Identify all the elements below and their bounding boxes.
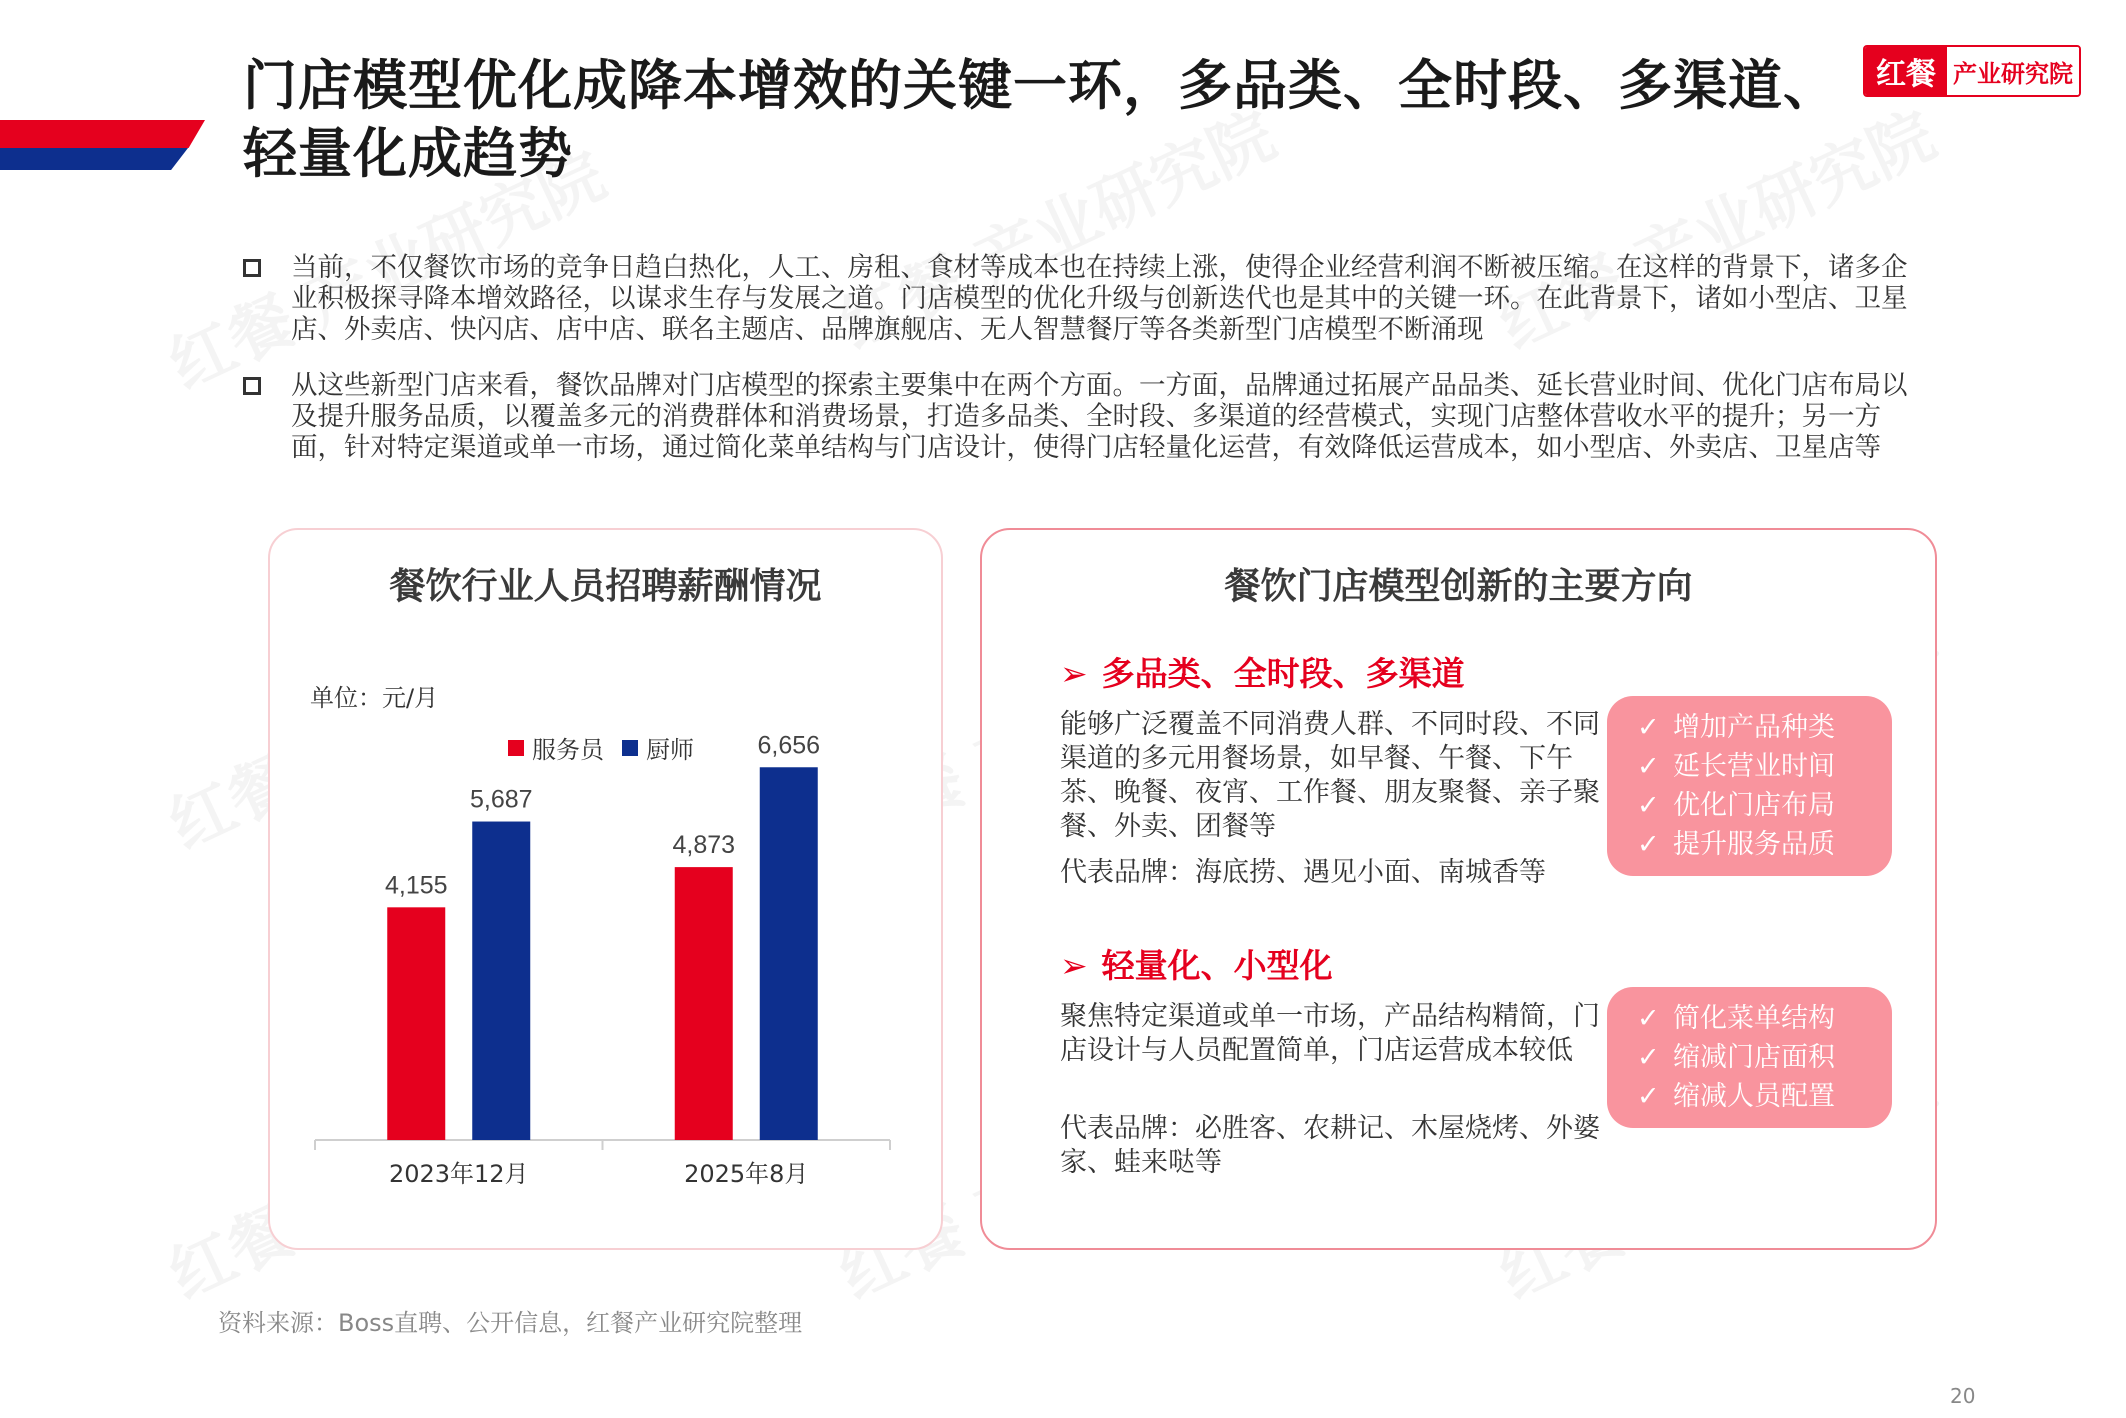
bullet-text: 当前，不仅餐饮市场的竞争日趋白热化，人工、房租、食材等成本也在持续上涨，使得企业经营利润不断被压缩。在这样的背景下，诸多企业积极探寻降本增效路径，以谋求生存与发展之道。门店模型的优化升级与创新迭代也是其中的关键一环。在此背景下，诸如小型店、卫星店、外卖店、快闪店、店中店、联名主题店、品牌旗舰店、无人智慧餐厅等各类新型门店模型不断涌现 bbox=[291, 252, 1908, 345]
checklist-text: 增加产品种类 bbox=[1673, 712, 1835, 743]
checklist-item bbox=[1637, 747, 1892, 786]
arrow-right-icon: ➢ bbox=[1060, 946, 1088, 985]
legend-label-waiter: 服务员 bbox=[532, 736, 604, 764]
section-heading-text: 轻量化、小型化 bbox=[1101, 946, 1333, 985]
data-label: 4,155 bbox=[384, 871, 448, 900]
bar-chef bbox=[472, 822, 530, 1140]
section-heading-2 bbox=[1060, 940, 1333, 987]
data-label: 6,656 bbox=[757, 731, 821, 760]
checklist-text: 延长营业时间 bbox=[1673, 751, 1835, 782]
logo-mark: 红餐 bbox=[1865, 47, 1947, 95]
check-icon: ✓ bbox=[1637, 712, 1660, 743]
brand-logo bbox=[1863, 45, 2081, 97]
bullet-paragraph-1 bbox=[243, 252, 1923, 345]
checklist-text: 简化菜单结构 bbox=[1673, 1003, 1835, 1034]
checklist-text: 优化门店布局 bbox=[1673, 790, 1835, 821]
data-label: 5,687 bbox=[469, 785, 533, 814]
bar-chart bbox=[270, 530, 945, 1252]
chart-title: 餐饮行业人员招聘薪酬情况 bbox=[389, 566, 822, 607]
section-heading-1 bbox=[1060, 648, 1465, 695]
directions-panel bbox=[980, 528, 1937, 1250]
section-body-2: 聚焦特定渠道或单一市场，产品结构精简，门店设计与人员配置简单，门店运营成本较低 bbox=[1060, 1001, 1600, 1066]
arrow-right-icon: ➢ bbox=[1060, 654, 1088, 693]
checklist-item bbox=[1637, 999, 1892, 1038]
check-icon: ✓ bbox=[1637, 1042, 1660, 1073]
square-bullet-icon bbox=[243, 259, 261, 277]
logo-text: 产业研究院 bbox=[1947, 47, 2079, 95]
data-label: 4,873 bbox=[672, 831, 736, 860]
page-title: 门店模型优化成降本增效的关键一环，多品类、全时段、多渠道、轻量化成趋势 bbox=[243, 54, 1838, 185]
header-red-stripe bbox=[0, 120, 205, 148]
square-bullet-icon bbox=[243, 377, 261, 395]
legend-label-chef: 厨师 bbox=[646, 736, 694, 764]
page-number: 20 bbox=[1950, 1384, 1976, 1408]
section-brands-2: 代表品牌：必胜客、农耕记、木屋烧烤、外婆家、蛙来哒等 bbox=[1060, 1113, 1600, 1178]
checklist-text: 缩减人员配置 bbox=[1673, 1081, 1835, 1112]
checklist-box-2 bbox=[1607, 987, 1892, 1128]
check-icon: ✓ bbox=[1637, 1081, 1660, 1112]
bullet-paragraph-2 bbox=[243, 370, 1923, 463]
section-body-1: 能够广泛覆盖不同消费人群、不同时段、不同渠道的多元用餐场景，如早餐、午餐、下午茶、晚餐、夜宵、工作餐、朋友聚餐、亲子聚餐、外卖、团餐等 bbox=[1060, 709, 1600, 842]
x-tick-label: 2025年8月 bbox=[684, 1160, 809, 1188]
check-icon: ✓ bbox=[1637, 790, 1660, 821]
checklist-item bbox=[1637, 1038, 1892, 1077]
checklist-item bbox=[1637, 1077, 1892, 1116]
checklist-text: 缩减门店面积 bbox=[1673, 1042, 1835, 1073]
bar-waiter bbox=[675, 867, 733, 1140]
salary-chart-panel bbox=[268, 528, 943, 1250]
checklist-item bbox=[1637, 708, 1892, 747]
bullet-text: 从这些新型门店来看，餐饮品牌对门店模型的探索主要集中在两个方面。一方面，品牌通过拓展产品品类、延长营业时间、优化门店布局以及提升服务品质，以覆盖多元的消费群体和消费场景，打造多品类、全时段、多渠道的经营模式，实现门店整体营收水平的提升；另一方面，针对特定渠道或单一市场，通过简化菜单结构与门店设计，使得门店轻量化运营，有效降低运营成本，如小型店、外卖店、卫星店等 bbox=[291, 370, 1908, 463]
directions-title: 餐饮门店模型创新的主要方向 bbox=[1224, 566, 1693, 607]
header-blue-stripe bbox=[0, 148, 188, 170]
checklist-text: 提升服务品质 bbox=[1673, 829, 1835, 860]
chart-unit: 单位：元/月 bbox=[310, 684, 439, 712]
section-heading-text: 多品类、全时段、多渠道 bbox=[1101, 654, 1465, 693]
checklist-box-1 bbox=[1607, 696, 1892, 876]
bar-chef bbox=[760, 767, 818, 1140]
section-brands-1: 代表品牌：海底捞、遇见小面、南城香等 bbox=[1060, 857, 1546, 888]
check-icon: ✓ bbox=[1637, 751, 1660, 782]
check-icon: ✓ bbox=[1637, 1003, 1660, 1034]
checklist-item bbox=[1637, 786, 1892, 825]
source-note: 资料来源：Boss直聘、公开信息，红餐产业研究院整理 bbox=[218, 1309, 803, 1337]
x-tick-label: 2023年12月 bbox=[388, 1160, 529, 1188]
check-icon: ✓ bbox=[1637, 829, 1660, 860]
bar-waiter bbox=[387, 907, 445, 1140]
checklist-item bbox=[1637, 825, 1892, 864]
